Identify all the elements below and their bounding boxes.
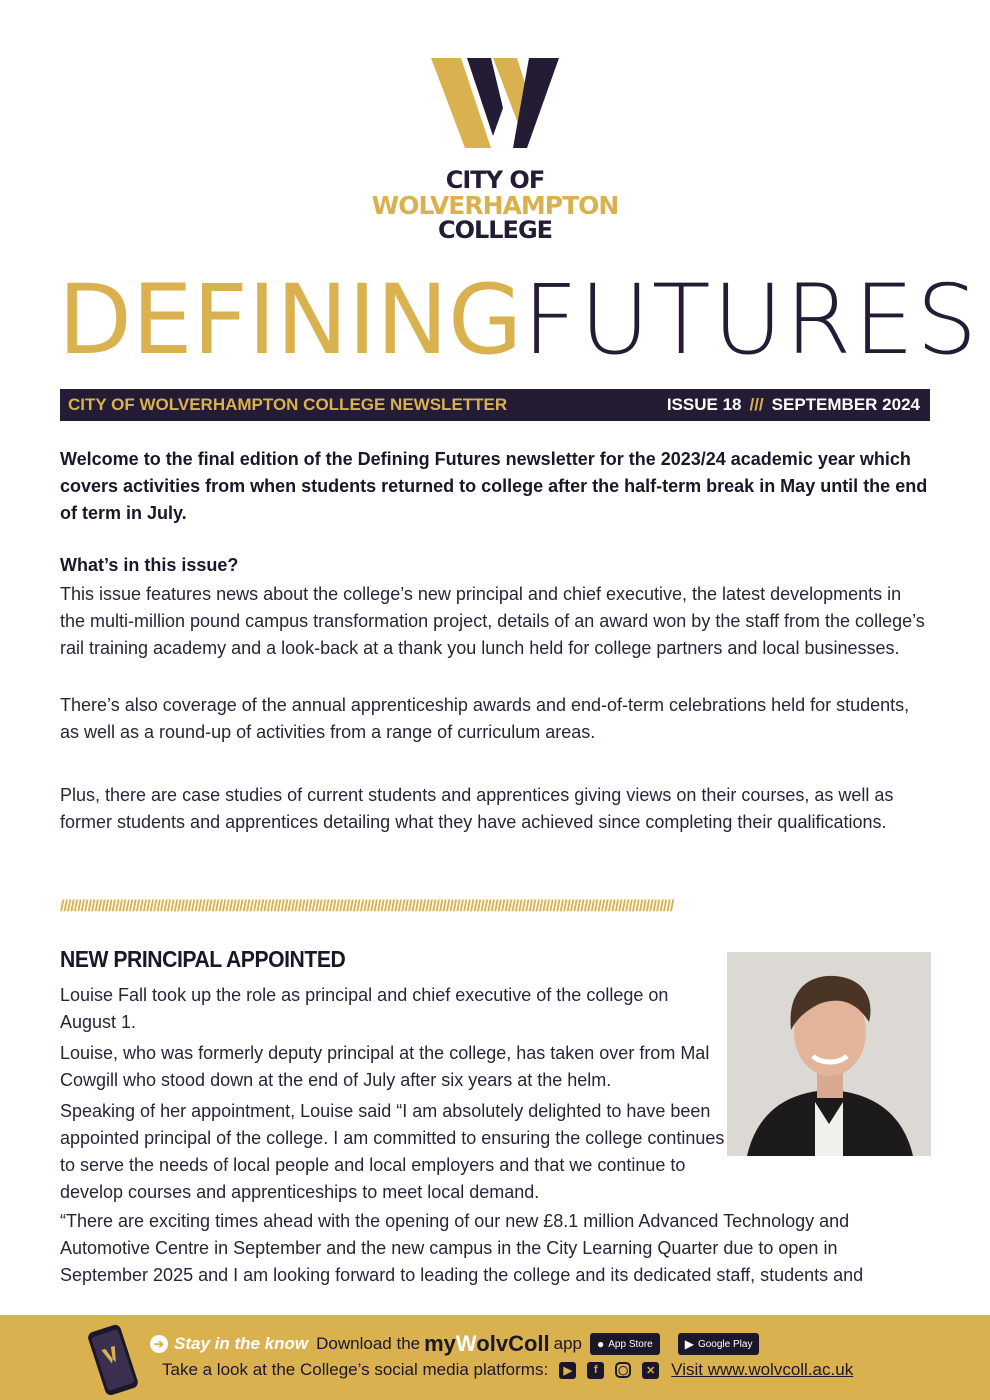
w-logo-mark: [431, 58, 559, 148]
issue-info: [667, 395, 920, 415]
principal-photo: [727, 952, 931, 1156]
article-paragraph-1: Louise Fall took up the role as principal and chief executive of the college on August 1.: [60, 985, 669, 1032]
brand-olvcoll: olvColl: [476, 1331, 550, 1356]
logo-line-wolverhampton: WOLVERHAMPTON: [371, 191, 619, 220]
article-paragraph-4: “There are exciting times ahead with the opening of our new £8.1 million Advanced Technology and Automotive Centre in September and the new campus in the City Learning Quarter due to open in September 2025 and I am looking forward to leading the college and its dedicated staff, students and: [60, 1211, 864, 1285]
app-text: app: [553, 1334, 582, 1353]
masthead-futures: FUTURES: [522, 264, 980, 376]
website-link[interactable]: Visit www.wolvcoll.ac.uk: [671, 1360, 854, 1379]
article-paragraph-2: Louise, who was formerly deputy principal at the college, has taken over from Mal Cowgill who stood down at the end of July after six years at the helm.: [60, 1043, 710, 1090]
article-title: NEW PRINCIPAL APPOINTED: [60, 946, 346, 972]
mywolvcoll-brand: [424, 1331, 550, 1357]
newsletter-name: CITY OF WOLVERHAMPTON COLLEGE NEWSLETTER: [68, 395, 508, 414]
article-paragraph-3: Speaking of her appointment, Louise said “I am absolutely delighted to have been appointed principal of the college. I am committed to ensuring the college continues to serve the needs of local people and local employers and that we continue to develop courses and apprenticeships to meet local demand.: [60, 1101, 725, 1202]
issue-summary-paragraph-2: There’s also coverage of the annual apprenticeship awards and end-of-term celebrations held for students, as well as a round-up of activities from a range of curriculum areas.: [60, 695, 910, 742]
facebook-icon[interactable]: f: [587, 1362, 604, 1379]
phone-app-icon: [78, 1323, 148, 1397]
issue-date: SEPTEMBER 2024: [771, 395, 920, 414]
logo-line-city-of: CITY OF: [445, 166, 545, 194]
arrow-circle-icon: ➔: [150, 1335, 168, 1353]
issue-summary-paragraph-1: This issue features news about the college’s new principal and chief executive, the latest developments in the multi-million pound campus transformation project, details of an award won by the staff from the college’s rail training academy and a look-back at a thank you lunch held for college partners and local businesses.: [60, 584, 925, 658]
stay-in-the-know: Stay in the know: [174, 1334, 309, 1353]
download-text: Download the: [316, 1334, 421, 1353]
logo-line-college: COLLEGE: [437, 216, 553, 244]
apple-icon: ●: [597, 1337, 605, 1351]
google-play-icon: ▶: [684, 1337, 694, 1351]
instagram-icon[interactable]: ◯: [615, 1362, 631, 1378]
youtube-icon[interactable]: ▶: [559, 1362, 576, 1379]
portrait-image: [727, 952, 931, 1156]
footer-app-promo: [150, 1331, 777, 1357]
app-store-label: App Store: [608, 1338, 653, 1350]
google-play-badge[interactable]: [678, 1333, 760, 1355]
brand-my: my: [424, 1331, 456, 1356]
issue-summary-paragraph-3: Plus, there are case studies of current students and apprentices giving views on their courses, as well as former students and apprentices detailing what they have achieved since completing their qualifications.: [60, 785, 894, 832]
whats-in-issue-heading: What’s in this issue?: [60, 555, 239, 575]
newsletter-banner: [60, 389, 930, 421]
issue-number: ISSUE 18: [666, 395, 742, 414]
app-store-badge[interactable]: [590, 1333, 660, 1355]
social-text: Take a look at the College’s social media platforms:: [162, 1360, 549, 1379]
section-divider: //////////////////////////////////////////////////////////////////////////////////////////////////////////////////////////////////////////////////////////////////////////////////: [60, 898, 674, 915]
masthead-defining: DEFINING: [58, 264, 523, 376]
footer-social: [162, 1360, 853, 1380]
brand-w: W: [455, 1331, 477, 1356]
masthead-title: [58, 264, 980, 376]
intro-paragraph: Welcome to the final edition of the Defining Futures newsletter for the 2023/24 academic year which covers activities from when students returned to college after the half-term break in May until the end of term in July.: [60, 449, 928, 523]
college-logo: [0, 58, 990, 243]
x-icon[interactable]: ✕: [642, 1362, 659, 1379]
footer-banner: [0, 1315, 990, 1400]
google-play-label: Google Play: [697, 1338, 753, 1350]
issue-separator: ///: [749, 395, 764, 414]
